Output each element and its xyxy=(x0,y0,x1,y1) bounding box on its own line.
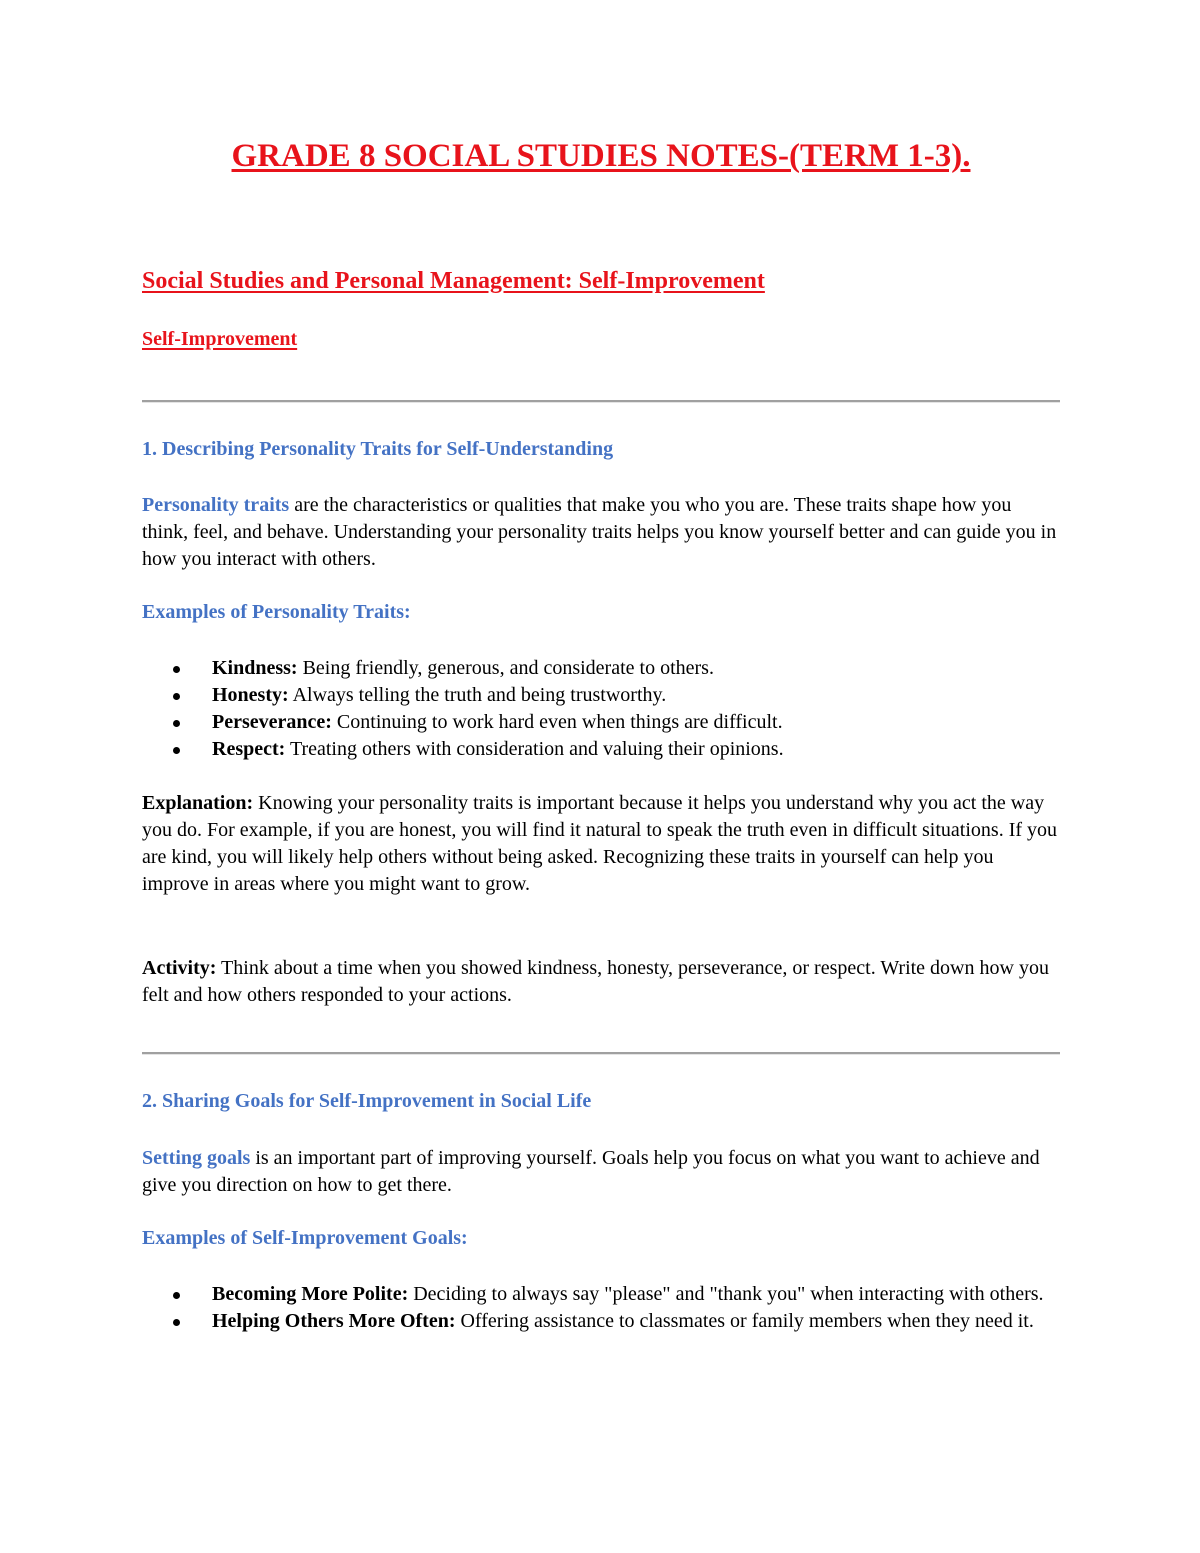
list-item-term: Becoming More Polite: xyxy=(212,1283,409,1305)
list-item xyxy=(142,682,1060,709)
main-heading: Social Studies and Personal Management: Self-Improvement xyxy=(142,268,765,294)
activity-label: Activity: xyxy=(142,957,217,979)
list-item-text: Offering assistance to classmates or family members when they need it. xyxy=(455,1310,1034,1332)
section-1-intro-text: are the characteristics or qualities that make you who you are. These traits shape how you think, feel, and behave. Understanding your personality traits helps you know yourself better and can guide you in how you interact with others. xyxy=(142,494,1057,570)
document-page xyxy=(142,0,1060,1553)
sub-heading: Self-Improvement xyxy=(142,328,298,350)
list-item xyxy=(142,736,1060,763)
section-1-intro-keyword: Personality traits xyxy=(142,494,290,516)
section-2-intro-keyword: Setting goals xyxy=(142,1147,251,1169)
section-2-examples-list xyxy=(142,1281,1060,1335)
list-item-text: Treating others with consideration and valuing their opinions. xyxy=(285,738,784,760)
bullet-icon xyxy=(173,1319,180,1326)
section-1-examples-heading: Examples of Personality Traits: xyxy=(142,601,411,623)
list-item xyxy=(142,655,1060,682)
explanation-text: Knowing your personality traits is important because it helps you understand why you act the way you do. For example, if you are honest, you will find it natural to speak the truth even in difficult situations. If you are kind, you will likely help others without being asked. Recognizing these traits in yourself can help you improve in areas where you might want to grow. xyxy=(142,792,1058,895)
list-item xyxy=(142,709,1060,736)
section-2-intro-text: is an important part of improving yourself. Goals help you focus on what you want to achieve and give you direction on how to get there. xyxy=(142,1147,1040,1196)
section-1-intro xyxy=(142,492,1060,573)
list-item-text: Deciding to always say "please" and "thank you" when interacting with others. xyxy=(408,1283,1044,1305)
section-2-intro xyxy=(142,1145,1060,1199)
bullet-icon xyxy=(173,693,180,700)
bullet-icon xyxy=(173,666,180,673)
list-item-term: Honesty: xyxy=(212,684,289,706)
list-item-text: Always telling the truth and being trustworthy. xyxy=(288,684,667,706)
list-item-term: Respect: xyxy=(212,738,286,760)
list-item xyxy=(142,1308,1060,1335)
list-item-text: Continuing to work hard even when things are difficult. xyxy=(331,711,783,733)
horizontal-rule xyxy=(142,400,1060,403)
section-1-activity xyxy=(142,955,1060,1009)
activity-text: Think about a time when you showed kindness, honesty, perseverance, or respect. Write down how you felt and how others responded to your actions. xyxy=(142,957,1049,1006)
section-1-explanation xyxy=(142,790,1060,898)
section-1-heading: 1. Describing Personality Traits for Self-Understanding xyxy=(142,438,614,460)
section-2-heading: 2. Sharing Goals for Self-Improvement in Social Life xyxy=(142,1090,592,1112)
list-item-term: Kindness: xyxy=(212,657,298,679)
list-item-term: Perseverance: xyxy=(212,711,332,733)
horizontal-rule xyxy=(142,1052,1060,1055)
bullet-icon xyxy=(173,1292,180,1299)
list-item-term: Helping Others More Often: xyxy=(212,1310,456,1332)
document-title: GRADE 8 SOCIAL STUDIES NOTES-(TERM 1-3). xyxy=(231,138,971,174)
list-item-text: Being friendly, generous, and considerate to others. xyxy=(297,657,714,679)
bullet-icon xyxy=(173,747,180,754)
section-1-examples-list xyxy=(142,655,1060,763)
bullet-icon xyxy=(173,720,180,727)
section-2-examples-heading: Examples of Self-Improvement Goals: xyxy=(142,1227,468,1249)
explanation-label: Explanation: xyxy=(142,792,254,814)
list-item xyxy=(142,1281,1060,1308)
